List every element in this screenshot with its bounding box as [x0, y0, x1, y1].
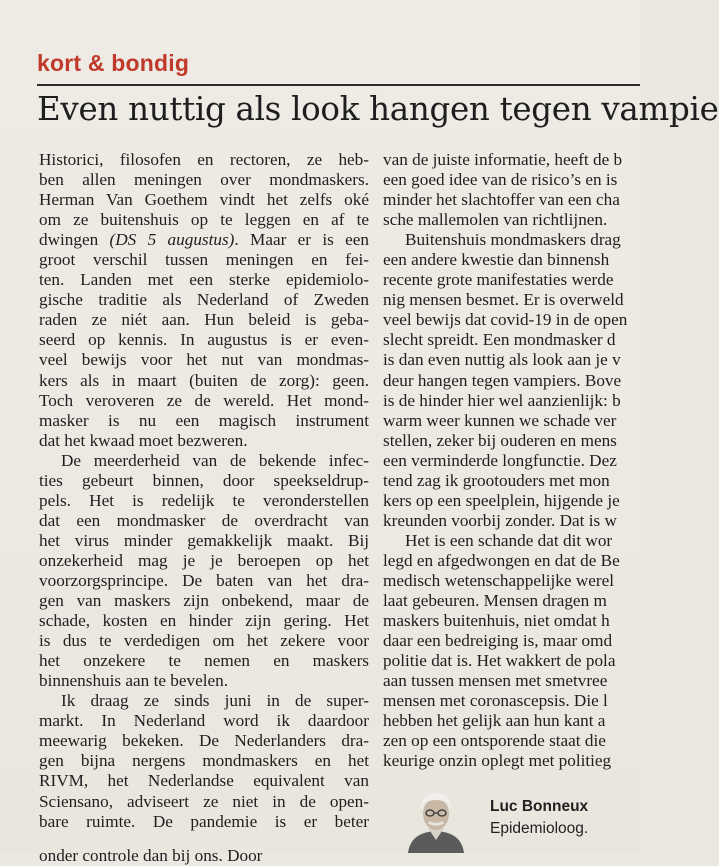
- article-line: minder het slachtoffer van een cha: [383, 190, 620, 210]
- article-line: gen bijna nergens mondmaskers en het: [39, 751, 369, 771]
- article-line: van de juiste informatie, heeft de b: [383, 150, 623, 169]
- article-line: Herman Van Goethem vindt het zelfs oké: [39, 190, 369, 210]
- article-line: Historici, filosofen en rectoren, ze heb-: [39, 150, 369, 169]
- article-line: Sciensano, adviseert ze niet in de open-: [39, 791, 369, 811]
- article-line: Buitenshuis mondmaskers drag: [405, 230, 621, 250]
- article-line: bare ruimte. De pandemie is er beter: [39, 811, 369, 831]
- article-line: tend zag ik grootouders met mon: [383, 470, 610, 490]
- article-line: mensen met coronascepsis. Die l: [383, 691, 608, 711]
- author-portrait-icon: [404, 790, 468, 853]
- article-line: ties gebeurt binnen, door speekseldrup-: [39, 470, 369, 490]
- article-line: stellen, zeker bij ouderen en mens: [383, 430, 617, 450]
- article-line: pels. Het is redelijk te veronderstellen: [39, 490, 369, 510]
- article-line: kers op een speelplein, hijgende je: [383, 490, 620, 510]
- article-line: veel bewijs voor het nut van mondmas-: [39, 350, 369, 370]
- article-line: binnenshuis aan te bevelen.: [39, 671, 229, 691]
- article-line: schade, kosten en hinder zijn gering. Het: [39, 611, 369, 631]
- article-line: Het is een schande dat dit wor: [405, 530, 613, 550]
- article-line: aan tussen mensen met smetvree: [383, 671, 608, 691]
- article-line: laat gebeuren. Mensen dragen m: [383, 591, 607, 611]
- article-line: dat een mondmasker de overdracht van: [39, 510, 369, 530]
- article-line: dwingen (DS 5 augustus). Maar er is een: [39, 230, 369, 250]
- section-label: kort & bondig: [37, 50, 190, 76]
- article-line: is de hinder hier wel aanzienlijk: b: [383, 390, 621, 410]
- article-line: ten. Landen met een sterke epidemiolo-: [39, 270, 369, 290]
- article-line: meewarig bekeken. De Nederlanders dra-: [39, 731, 369, 751]
- article-line: onzekerheid mag je je beroepen op het: [39, 550, 369, 570]
- article-line: daar een bedreiging is, maar omd: [383, 631, 613, 651]
- article-line: gische traditie als Nederland of Zweden: [39, 290, 369, 310]
- article-line: zen op een ontsporende staat die: [383, 731, 606, 751]
- article-line: slecht spreidt. Een mondmasker d: [383, 330, 616, 350]
- article-line: een andere kwestie dan binnensh: [383, 250, 610, 270]
- article-column-2: [383, 150, 663, 771]
- author-name: Luc Bonneux: [490, 798, 589, 815]
- article-line: masker is nu een magisch instrument: [39, 410, 369, 430]
- article-line: groot verschil tussen meningen en fei-: [39, 250, 369, 270]
- article-line: De meerderheid van de bekende infec-: [61, 450, 369, 470]
- article-line: nig mensen besmet. Er is overweld: [383, 290, 624, 310]
- article-line: markt. In Nederland word ik daardoor: [39, 711, 369, 731]
- article-line: gen van maskers zijn onbekend, maar de: [39, 591, 369, 611]
- article-column-1: [39, 150, 369, 832]
- article-line: het onzekere te nemen en maskers: [39, 651, 369, 671]
- article-line: medisch wetenschappelijke werel: [383, 570, 614, 590]
- article-partial-line: onder controle dan bij ons. Door: [39, 846, 263, 865]
- headline: Even nuttig als look hangen tegen vampie: [37, 90, 719, 128]
- article-line: legd en afgedwongen en dat de Be: [383, 550, 620, 570]
- article-line: deur hangen tegen vampiers. Bove: [383, 370, 622, 390]
- article-line: een goed idee van de risico’s en is: [383, 170, 618, 190]
- article-line: sche mallemolen van richtlijnen.: [383, 210, 608, 230]
- article-line: kreunden voorbij zonder. Dat is w: [383, 510, 617, 530]
- article-line: Ik draag ze sinds juni in de super-: [61, 691, 369, 711]
- article-line: warm weer kunnen we schade ver: [383, 410, 617, 430]
- article-line: keurige onzin oplegt met politieg: [383, 751, 612, 771]
- article-line: dat het kwaad moet bezweren.: [39, 430, 248, 450]
- article-line: raden ze niét aan. Hun beleid is geba-: [39, 310, 369, 330]
- article-line: hebben het gelijk aan hun kant a: [383, 711, 606, 731]
- article-line: om ze buitenshuis op te leggen en af te: [39, 210, 369, 230]
- article-line: kers als in maart (buiten de zorg): geen.: [39, 370, 369, 390]
- article-line: is dus te verdedigen om het zekere voor: [39, 631, 369, 651]
- article-line: is dan even nuttig als look aan je v: [383, 350, 621, 370]
- author-role: Epidemioloog.: [490, 820, 589, 837]
- article-line: het virus minder gemakkelijk maakt. Bij: [39, 530, 369, 550]
- article-line: een verminderde longfunctie. Dez: [383, 450, 617, 470]
- article-line: recente grote manifestaties werde: [383, 270, 614, 290]
- article-line: RIVM, het Nederlandse equivalent van: [39, 771, 369, 791]
- header-rule: [37, 84, 640, 86]
- article-line: maskers buitenhuis, niet omdat h: [383, 611, 610, 631]
- article-line: Toch veroveren ze de wereld. Het mond-: [39, 390, 369, 410]
- article-line: veel bewijs dat covid-19 in de open: [383, 310, 628, 330]
- article-line: ben allen meningen over mondmaskers.: [39, 170, 369, 190]
- article-line: seerd op kennis. In augustus is er even-: [39, 330, 369, 350]
- article-line: voorzorgsprincipe. De baten van het dra-: [39, 570, 369, 590]
- citation-reference: (DS 5 augustus): [109, 230, 235, 250]
- article-line: politie dat is. Het wakkert de pola: [383, 651, 616, 671]
